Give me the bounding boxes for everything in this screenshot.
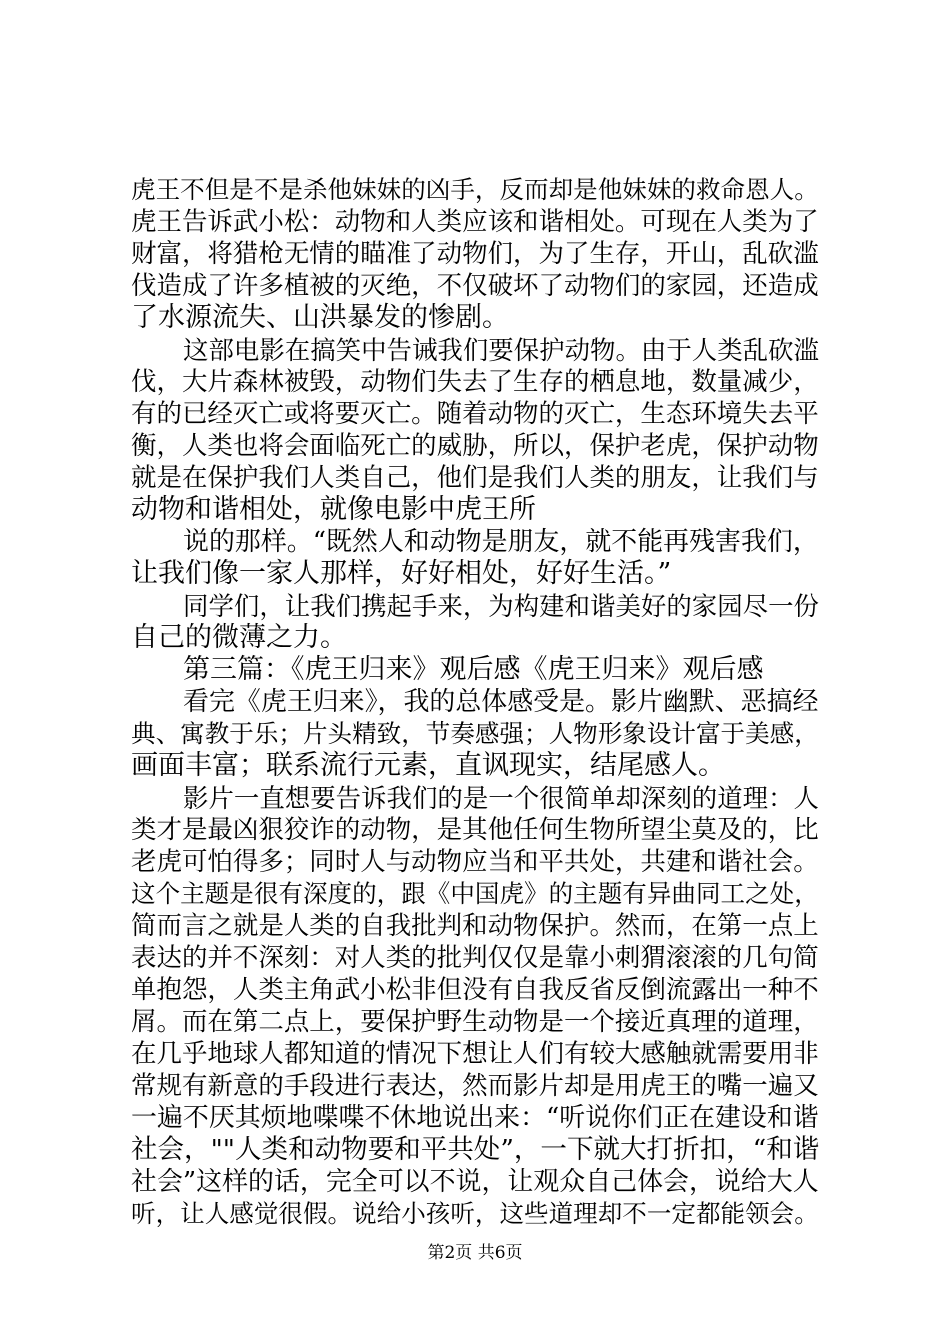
text-line: 虎王告诉武小松：动物和人类应该和谐相处。可现在人类为了 (131, 207, 819, 237)
text-line: 这个主题是很有深度的，跟《中国虎》的主题有异曲同工之处， (131, 879, 819, 908)
text-line: 画面丰富；联系流行元素，直讽现实，结尾感人。 (131, 750, 725, 781)
text-line: 社会”这样的话，完全可以不说，让观众自己体会，说给大人 (131, 1167, 819, 1197)
text-line: 动物和谐相处，就像电影中虎王所 (131, 494, 536, 525)
text-line: 财富，将猎枪无情的瞄准了动物们，为了生存，开山，乱砍滥 (131, 239, 819, 269)
text-line: 屑。而在第二点上，要保护野生动物是一个接近真理的道理， (131, 1007, 819, 1037)
paragraph-start-line: 影片一直想要告诉我们的是一个很简单却深刻的道理：人 (183, 783, 819, 813)
text-line: 伐，大片森林被毁，动物们失去了生存的栖息地，数量减少， (131, 367, 819, 397)
text-line: 虎王不但是不是杀他妹妹的凶手，反而却是他妹妹的救命恩人。 (131, 175, 819, 204)
page-number-footer: 第2页 共6页 (427, 1243, 523, 1263)
text-line: 常规有新意的手段进行表达，然而影片却是用虎王的嘴一遍又 (131, 1071, 819, 1101)
paragraph-start-line: 这部电影在搞笑中告诫我们要保护动物。由于人类乱砍滥 (183, 335, 819, 365)
text-line: 在几乎地球人都知道的情况下想让人们有较大感触就需要用非 (131, 1039, 819, 1069)
text-line: 单抱怨，人类主角武小松非但没有自我反省反倒流露出一种不 (131, 975, 819, 1005)
paragraph-start-line: 同学们，让我们携起手来，为构建和谐美好的家园尽一份 (183, 591, 819, 621)
text-line: 老虎可怕得多；同时人与动物应当和平共处，共建和谐社会。 (131, 847, 819, 877)
text-line: 伐造成了许多植被的灭绝，不仅破坏了动物们的家园，还造成 (131, 271, 819, 301)
text-line: 社会，""人类和动物要和平共处”，一下就大打折扣，“和谐 (131, 1134, 820, 1165)
text-line: 类才是最凶狠狡诈的动物，是其他任何生物所望尘莫及的，比 (131, 815, 819, 845)
text-line: 就是在保护我们人类自己，他们是我们人类的朋友，让我们与 (131, 463, 819, 493)
section-heading: 第三篇：《虎王归来》观后感《虎王归来》观后感 (183, 654, 764, 685)
text-line: 听，让人感觉很假。说给小孩听，这些道理却不一定都能领会。 (131, 1199, 819, 1228)
text-line: 表达的并不深刻：对人类的批判仅仅是靠小刺猬滚滚的几句简 (131, 943, 819, 973)
text-line: 衡，人类也将会面临死亡的威胁，所以，保护老虎，保护动物 (131, 431, 819, 461)
paragraph-start-line: 看完《虎王归来》，我的总体感受是。影片幽默、恶搞经 (183, 687, 819, 717)
text-line: 自己的微薄之力。 (131, 622, 347, 653)
text-line: 简而言之就是人类的自我批判和动物保护。然而，在第一点上 (131, 911, 819, 941)
text-line: 让我们像一家人那样，好好相处，好好生活。” (131, 558, 672, 589)
text-line: 一遍不厌其烦地喋喋不休地说出来：“听说你们正在建设和谐 (131, 1103, 819, 1133)
text-line: 典、寓教于乐；片头精致，节奏感强；人物形象设计富于美感， (131, 719, 819, 748)
text-line: 有的已经灭亡或将要灭亡。随着动物的灭亡，生态环境失去平 (131, 399, 819, 429)
text-line: 了水源流失、山洪暴发的惨剧。 (131, 302, 509, 333)
paragraph-start-line: 说的那样。“既然人和动物是朋友，就不能再残害我们， (183, 527, 819, 557)
